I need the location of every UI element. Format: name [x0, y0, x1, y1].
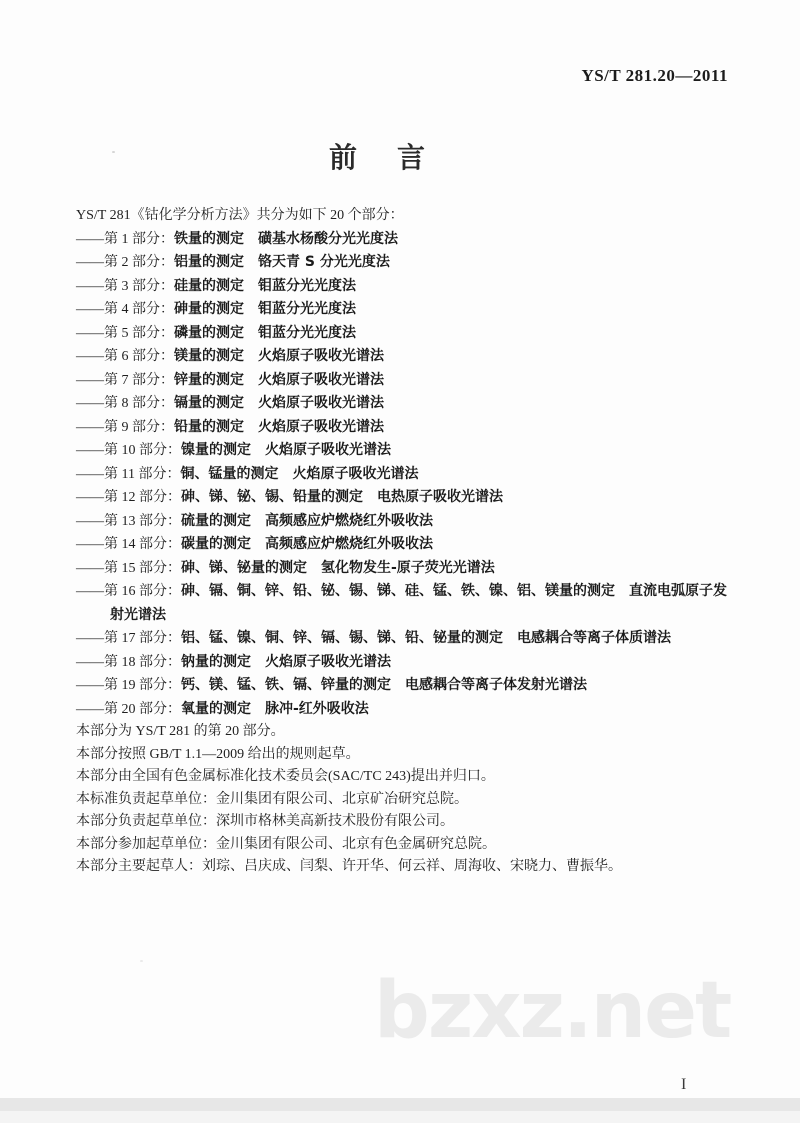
- part-title: 碳量的测定 高频感应炉燃烧红外吸收法: [181, 536, 433, 552]
- foreword-paragraph: 本部分参加起草单位：金川集团有限公司、北京有色金属研究总院。: [76, 836, 496, 852]
- foreword-part-line: [76, 439, 728, 463]
- part-prefix: ——第 14 部分：: [76, 537, 181, 552]
- foreword-part-line: [76, 298, 728, 322]
- part-prefix: ——第 4 部分：: [76, 302, 174, 317]
- part-title: 砷、锑、铋、锡、铅量的测定 电热原子吸收光谱法: [181, 489, 503, 505]
- foreword-paragraph: 本部分为 YS/T 281 的第 20 部分。: [76, 724, 285, 739]
- part-title: 铁量的测定 磺基水杨酸分光光度法: [174, 230, 398, 247]
- part-title: 镍量的测定 火焰原子吸收光谱法: [181, 442, 391, 458]
- part-title: 钠量的测定 火焰原子吸收光谱法: [181, 653, 391, 670]
- part-prefix: ——第 13 部分：: [76, 513, 181, 529]
- site-watermark: bzxz.net: [374, 966, 731, 1056]
- foreword-part-line: [76, 533, 728, 557]
- part-prefix: ——第 16 部分：: [76, 584, 181, 599]
- part-prefix: ——第 12 部分：: [76, 490, 181, 505]
- scan-speck: [140, 960, 143, 962]
- foreword-part-line: [76, 228, 728, 252]
- part-title: 铝量的测定 铬天青 S 分光光度法: [174, 254, 390, 270]
- foreword-part-line: [76, 510, 728, 534]
- foreword-part-line: [76, 627, 728, 651]
- foreword-part-line: [76, 580, 728, 627]
- foreword-part-line: [76, 651, 728, 675]
- foreword-part-line: [76, 251, 728, 275]
- part-title: 硅量的测定 钼蓝分光光度法: [174, 277, 356, 294]
- part-prefix: ——第 5 部分：: [76, 325, 174, 341]
- part-title: 砷、锑、铋量的测定 氢化物发生-原子荧光光谱法: [181, 559, 495, 576]
- part-prefix: ——第 20 部分：: [76, 701, 181, 717]
- part-prefix: ——第 2 部分：: [76, 255, 174, 270]
- part-title: 铅量的测定 火焰原子吸收光谱法: [174, 418, 384, 435]
- part-title: 铝、锰、镍、铜、锌、镉、锡、锑、铅、铋量的测定 电感耦合等离子体质谱法: [181, 630, 671, 646]
- foreword-paragraph: 本部分按照 GB/T 1.1—2009 给出的规则起草。: [76, 746, 360, 762]
- part-title: 镉量的测定 火焰原子吸收光谱法: [174, 395, 384, 411]
- part-prefix: ——第 9 部分：: [76, 419, 174, 435]
- part-title: 氧量的测定 脉冲-红外吸收法: [181, 700, 369, 717]
- part-prefix: ——第 18 部分：: [76, 654, 181, 670]
- scan-edge-strip: [0, 1098, 800, 1111]
- foreword-part-line: [76, 392, 728, 416]
- foreword-part-line: [76, 322, 728, 346]
- foreword-part-line: [76, 369, 728, 393]
- foreword-part-line: [76, 463, 728, 487]
- foreword-paragraph: 本部分主要起草人：刘琮、吕庆成、闫梨、许开华、何云祥、周海收、宋晓力、曹振华。: [76, 859, 622, 874]
- page-number: I: [681, 1076, 687, 1093]
- part-title: 磷量的测定 钼蓝分光光度法: [174, 324, 356, 341]
- foreword-paragraph: 本标准负责起草单位：金川集团有限公司、北京矿冶研究总院。: [76, 791, 468, 807]
- part-title: 硫量的测定 高频感应炉燃烧红外吸收法: [181, 512, 433, 529]
- part-title: 砷、镉、铜、锌、铅、铋、锡、锑、硅、锰、铁、镍、铝、镁量的测定 直流电弧原子发射光谱法: [110, 583, 727, 623]
- part-prefix: ——第 1 部分：: [76, 231, 174, 247]
- scan-edge-strip-light: [0, 1111, 800, 1123]
- foreword-part-line: [76, 275, 728, 299]
- part-title: 钙、镁、锰、铁、镉、锌量的测定 电感耦合等离子体发射光谱法: [181, 677, 587, 693]
- part-prefix: ——第 19 部分：: [76, 678, 181, 693]
- part-title: 锌量的测定 火焰原子吸收光谱法: [174, 371, 384, 388]
- foreword-part-line: [76, 698, 728, 722]
- foreword-paragraph: 本部分由全国有色金属标准化技术委员会(SAC/TC 243)提出并归口。: [76, 769, 495, 784]
- part-prefix: ——第 17 部分：: [76, 631, 181, 646]
- part-prefix: ——第 10 部分：: [76, 443, 181, 458]
- standard-code-header: YS/T 281.20—2011: [581, 66, 728, 85]
- part-prefix: ——第 6 部分：: [76, 349, 174, 364]
- foreword-part-line: [76, 345, 728, 369]
- foreword-content: [76, 205, 728, 879]
- part-prefix: ——第 11 部分：: [76, 466, 181, 482]
- part-title: 镁量的测定 火焰原子吸收光谱法: [174, 348, 384, 364]
- part-title: 砷量的测定 钼蓝分光光度法: [174, 301, 356, 317]
- foreword-part-line: [76, 486, 728, 510]
- part-prefix: ——第 8 部分：: [76, 396, 174, 411]
- part-prefix: ——第 3 部分：: [76, 278, 174, 294]
- foreword-part-line: [76, 557, 728, 581]
- part-prefix: ——第 15 部分：: [76, 560, 181, 576]
- part-title: 铜、锰量的测定 火焰原子吸收光谱法: [180, 465, 419, 482]
- foreword-intro: YS/T 281《钴化学分析方法》共分为如下 20 个部分：: [76, 208, 404, 223]
- foreword-part-line: [76, 416, 728, 440]
- scan-speck: [112, 151, 115, 153]
- page-title: 前 言: [328, 141, 431, 174]
- foreword-paragraph: 本部分负责起草单位：深圳市格林美高新技术股份有限公司。: [76, 814, 454, 829]
- foreword-part-line: [76, 674, 728, 698]
- part-prefix: ——第 7 部分：: [76, 372, 174, 388]
